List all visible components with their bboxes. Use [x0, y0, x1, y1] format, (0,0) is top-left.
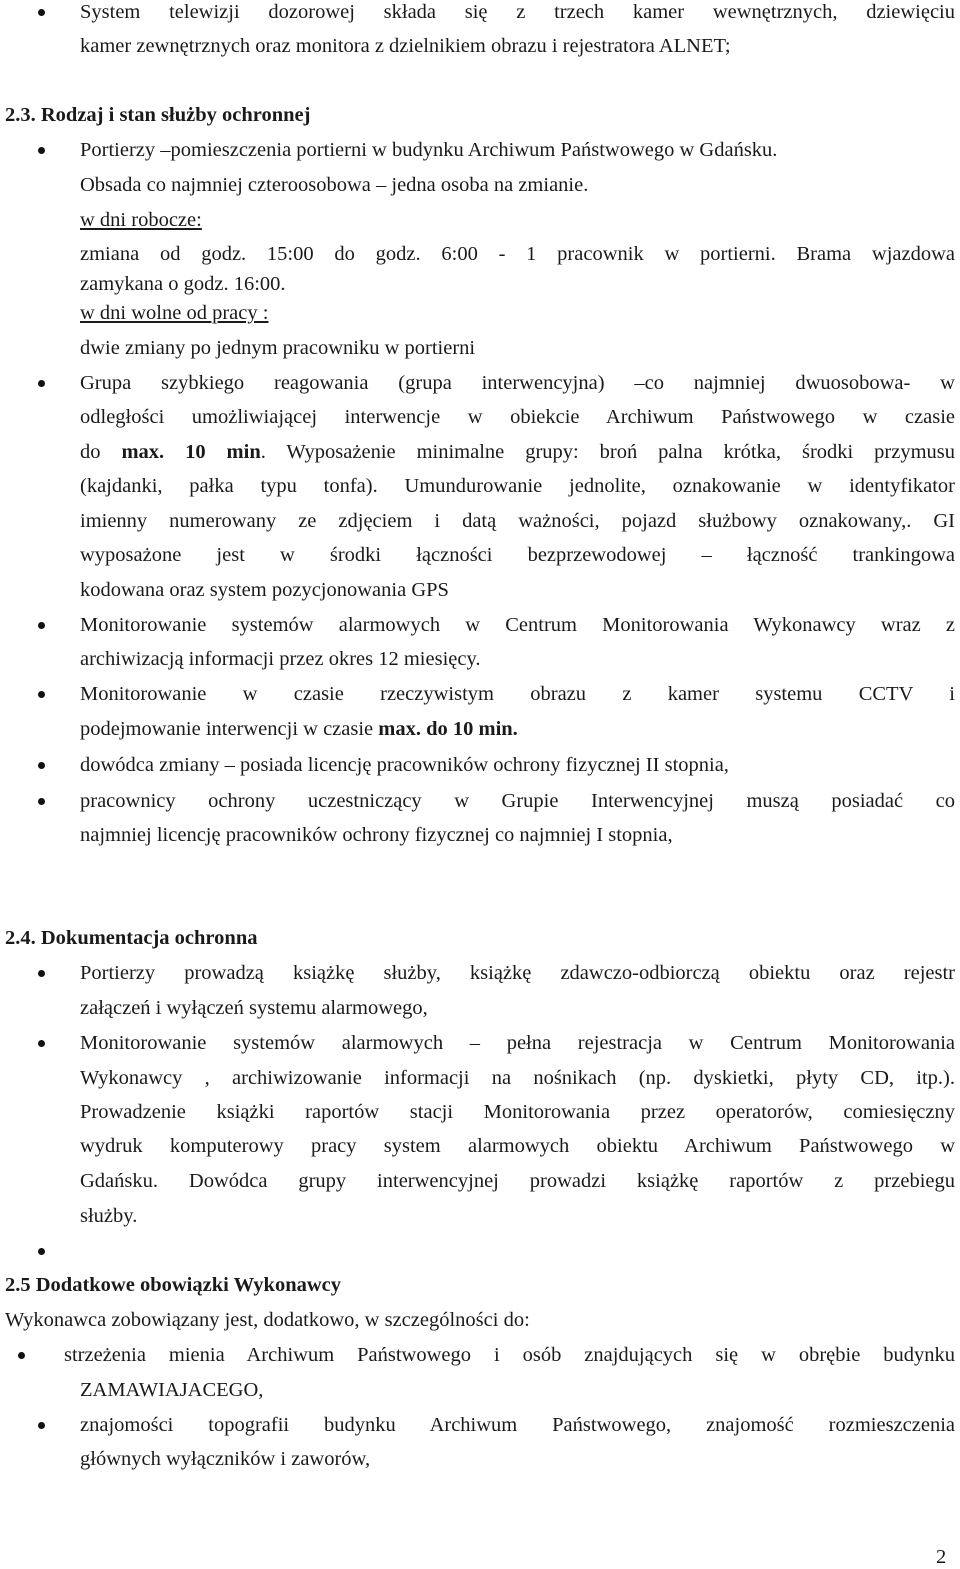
text-line: imienny numerowany ze zdjęciem i datą ważności, pojazd służbowy oznakowany,. GI	[80, 510, 955, 532]
subheading: w dni robocze:	[80, 209, 202, 231]
text-line: Obsada co najmniej czteroosobowa – jedna osoba na zmianie.	[80, 174, 589, 196]
text-line: strzeżenia mienia Archiwum Państwowego i osób znajdujących się w obrębie budynku	[64, 1344, 955, 1366]
text-line: załączeń i wyłączeń systemu alarmowego,	[80, 997, 428, 1019]
text-line: najmniej licencję pracowników ochrony fizycznej co najmniej I stopnia,	[80, 824, 673, 846]
text-line: Monitorowanie systemów alarmowych – pełna rejestracja w Centrum Monitorowania	[80, 1032, 955, 1054]
bold-text: max. 10 min	[121, 441, 261, 463]
subheading: w dni wolne od pracy :	[80, 302, 269, 324]
list-bullet	[38, 380, 45, 387]
section-heading: 2.4. Dokumentacja ochronna	[5, 927, 258, 949]
text-line: kamer zewnętrznych oraz monitora z dzielnikiem obrazu i rejestratora ALNET;	[80, 35, 731, 57]
bold-text: max. do 10 min.	[378, 718, 518, 740]
text-line: System telewizji dozorowej składa się z trzech kamer wewnętrznych, dziewięciu	[80, 1, 955, 23]
text-span: . Wyposażenie minimalne grupy: broń palna krótka, środki przymusu	[260, 441, 955, 463]
list-bullet	[38, 622, 45, 629]
list-bullet	[38, 691, 45, 698]
text-line: zmiana od godz. 15:00 do godz. 6:00 - 1 pracownik w portierni. Brama wjazdowa	[80, 243, 955, 265]
text-line: znajomości topografii budynku Archiwum Państwowego, znajomość rozmieszczenia	[80, 1414, 955, 1436]
text-line: Gdańsku. Dowódca grupy interwencyjnej prowadzi książkę raportów z przebiegu	[80, 1170, 955, 1192]
text-line: ZAMAWIAJACEGO,	[80, 1379, 264, 1401]
text-line: Monitorowanie w czasie rzeczywistym obrazu z kamer systemu CCTV i	[80, 683, 955, 705]
text-line: wydruk komputerowy pracy system alarmowych obiektu Archiwum Państwowego w	[80, 1135, 955, 1157]
text-line: służby.	[80, 1205, 138, 1227]
text-line: głównych wyłączników i zaworów,	[80, 1448, 371, 1470]
text-line: Portierzy prowadzą książkę służby, książkę zdawczo-odbiorczą obiektu oraz rejestr	[80, 962, 955, 984]
list-bullet	[38, 1248, 45, 1255]
list-bullet	[38, 147, 45, 154]
text-line: Grupa szybkiego reagowania (grupa interwencyjna) –co najmniej dwuosobowa- w	[80, 372, 955, 394]
text-line: dwie zmiany po jednym pracowniku w portierni	[80, 337, 476, 359]
list-bullet	[38, 9, 45, 16]
text-line: zamykana o godz. 16:00.	[80, 273, 286, 295]
text-line: Wykonawca zobowiązany jest, dodatkowo, w szczególności do:	[5, 1309, 530, 1331]
list-bullet	[38, 970, 45, 977]
text-span: do	[80, 441, 122, 463]
list-bullet	[38, 798, 45, 805]
section-heading: 2.5 Dodatkowe obowiązki Wykonawcy	[5, 1274, 342, 1296]
text-line: wyposażone jest w środki łączności bezprzewodowej – łączność trankingowa	[80, 544, 955, 566]
text-line	[80, 717, 518, 741]
text-line: pracownicy ochrony uczestniczący w Grupie Interwencyjnej muszą posiadać co	[80, 790, 955, 812]
text-line: dowódca zmiany – posiada licencję pracowników ochrony fizycznej II stopnia,	[80, 754, 729, 776]
text-line: archiwizacją informacji przez okres 12 miesięcy.	[80, 648, 481, 670]
text-line: Monitorowanie systemów alarmowych w Centrum Monitorowania Wykonawcy wraz z	[80, 614, 955, 636]
text-line: odległości umożliwiającej interwencje w obiekcie Archiwum Państwowego w czasie	[80, 406, 955, 428]
list-bullet	[18, 1352, 25, 1359]
text-span: podejmowanie interwencji w czasie	[80, 718, 379, 740]
text-line: Wykonawcy , archiwizowanie informacji na nośnikach (np. dyskietki, płyty CD, itp.).	[80, 1067, 955, 1089]
list-bullet	[38, 762, 45, 769]
text-line	[80, 440, 955, 464]
text-line: Portierzy –pomieszczenia portierni w budynku Archiwum Państwowego w Gdańsku.	[80, 139, 778, 161]
section-heading: 2.3. Rodzaj i stan służby ochronnej	[5, 104, 311, 126]
text-line: Prowadzenie książki raportów stacji Monitorowania przez operatorów, comiesięczny	[80, 1101, 955, 1123]
list-bullet	[38, 1422, 45, 1429]
text-line: kodowana oraz system pozycjonowania GPS	[80, 579, 449, 601]
list-bullet	[38, 1040, 45, 1047]
text-line: (kajdanki, pałka typu tonfa). Umundurowanie jednolite, oznakowanie w identyfikator	[80, 475, 955, 497]
page-number: 2	[936, 1546, 947, 1568]
